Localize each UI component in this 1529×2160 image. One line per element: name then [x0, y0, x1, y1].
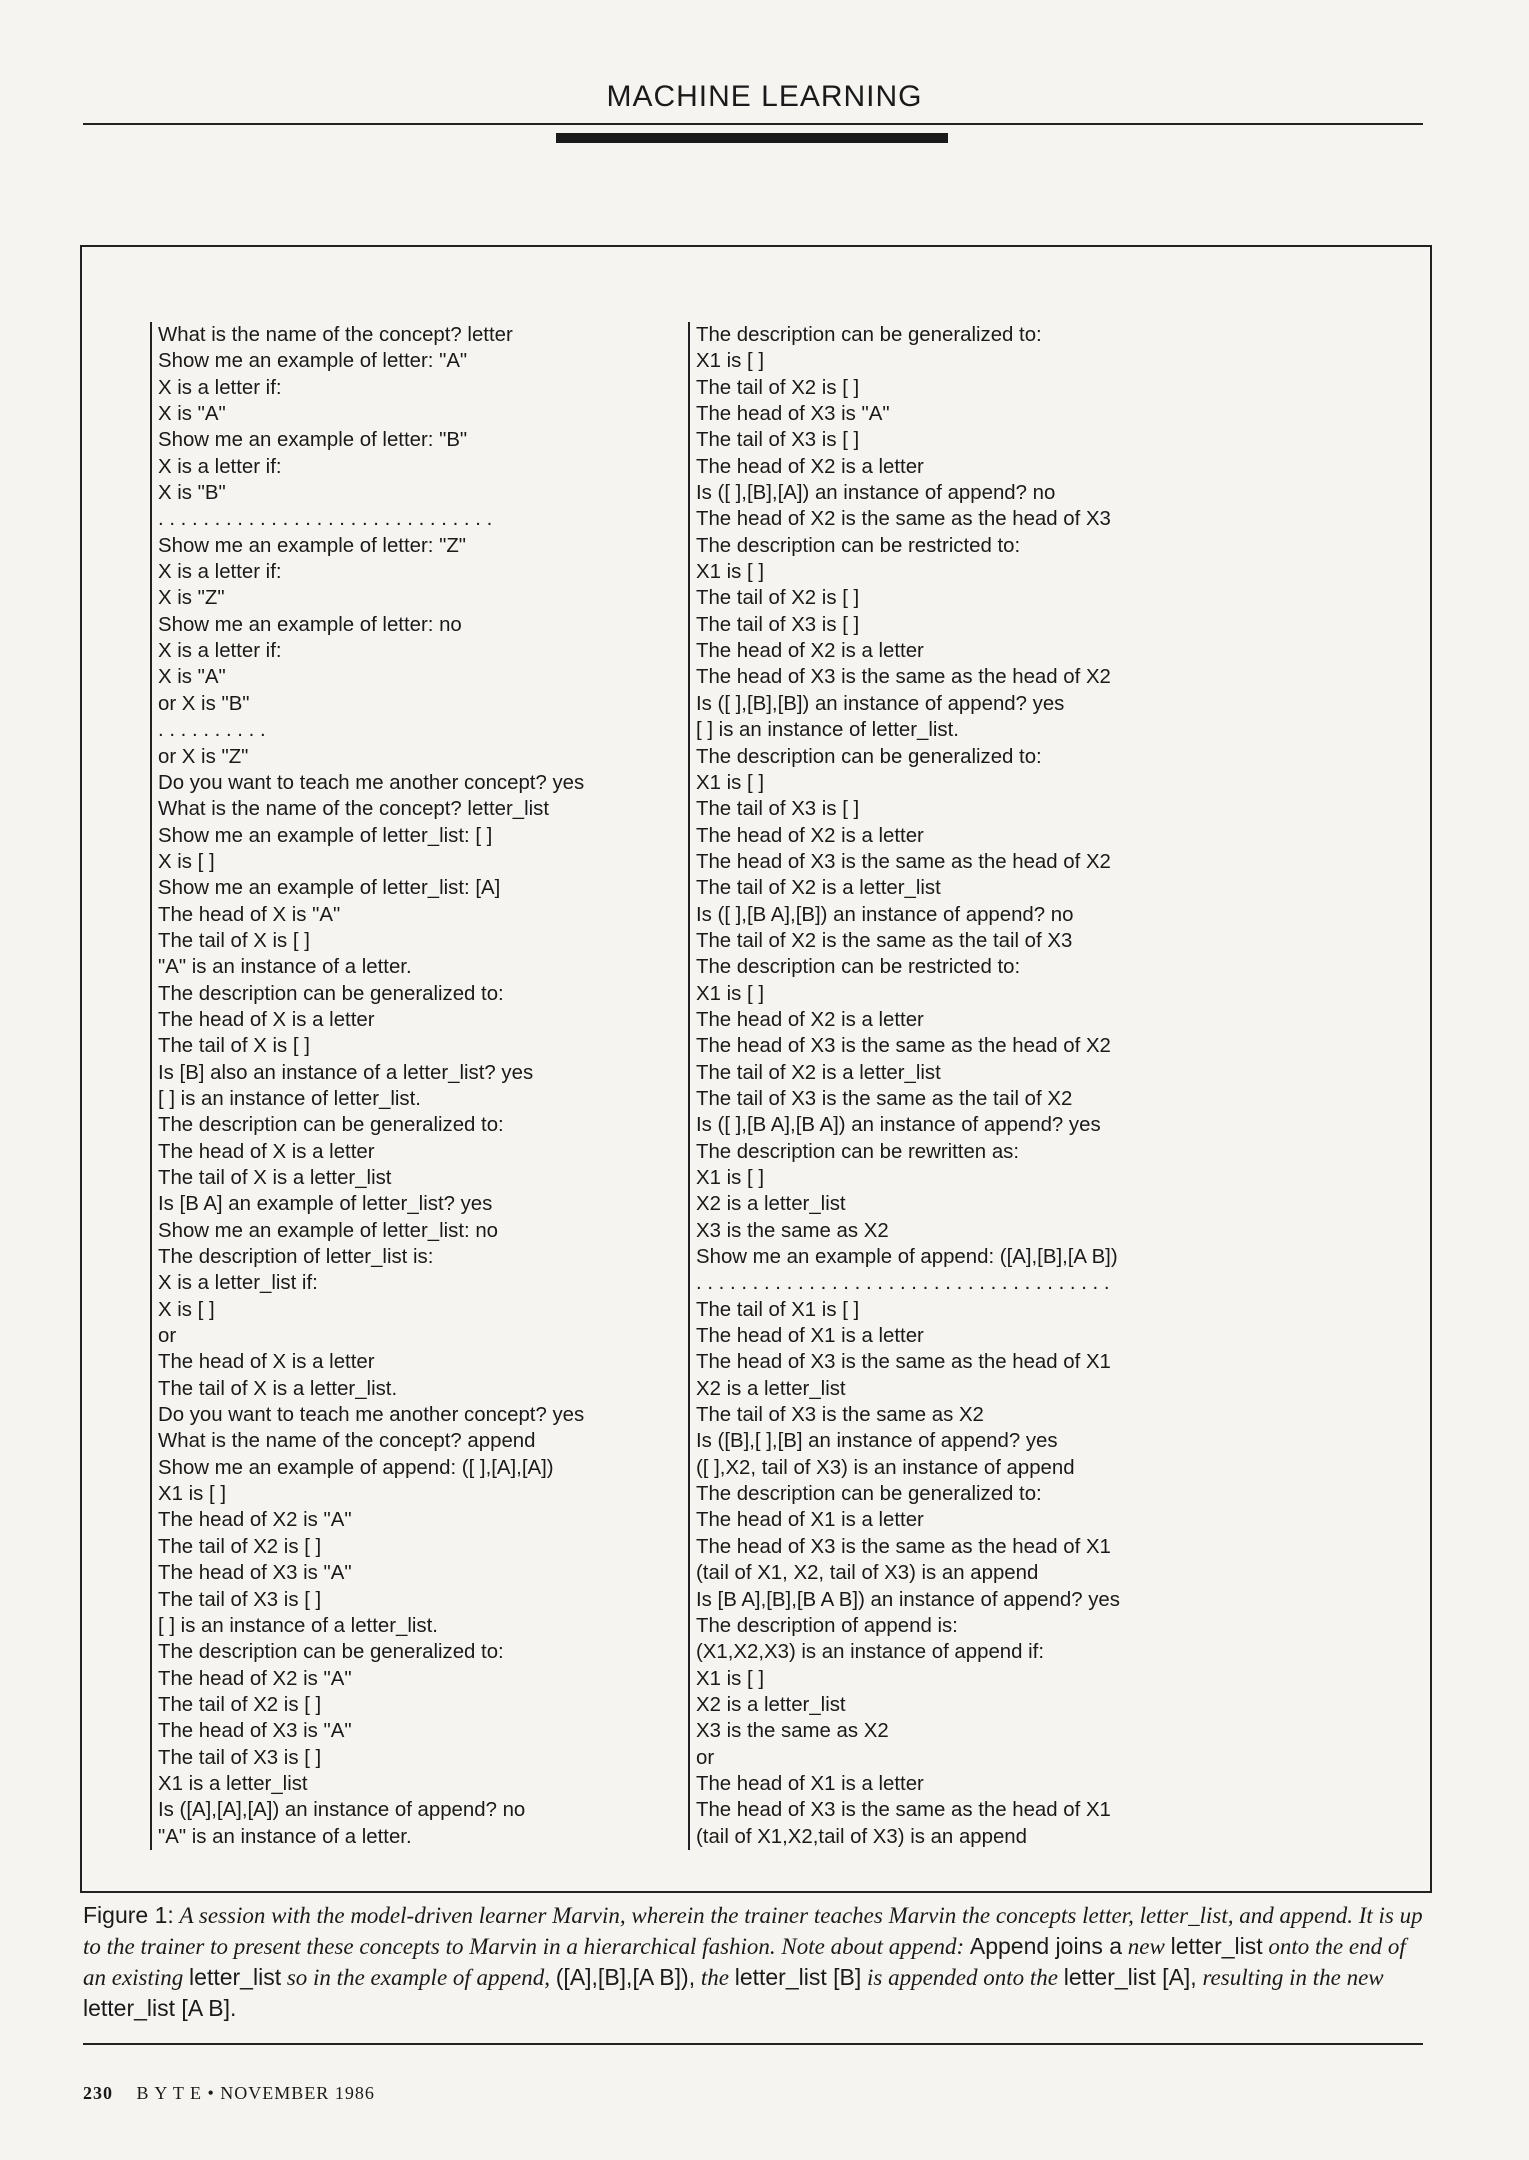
transcript-line: X1 is [ ] — [696, 771, 764, 794]
transcript-line: The tail of X2 is [ ] — [158, 1693, 322, 1716]
transcript-line: X is "A" — [158, 666, 226, 689]
transcript-line: The head of X3 is the same as the head of X2 — [696, 850, 1111, 873]
transcript-line: X1 is [ ] — [696, 1167, 764, 1189]
transcript-line: The head of X3 is the same as the head of X1 — [696, 1799, 1111, 1822]
transcript-line: The head of X3 is "A" — [696, 403, 890, 426]
transcript-line: or — [696, 1746, 715, 1769]
transcript-line: The description can be rewritten as: — [696, 1140, 1020, 1163]
transcript-line: ([ ],X2, tail of X3) is an instance of append — [696, 1456, 1075, 1479]
transcript-line: X1 is [ ] — [696, 561, 764, 584]
transcript-line: The tail of X2 is a letter_list — [696, 1061, 941, 1084]
transcript-line: Show me an example of append: ([ ],[A],[A]) — [158, 1456, 554, 1479]
transcript-line: The head of X2 is a letter — [696, 1008, 924, 1031]
transcript-line: The description can be generalized to: — [696, 324, 1042, 346]
transcript-line: Show me an example of letter_list: no — [158, 1219, 499, 1242]
figure-caption — [83, 1900, 1423, 2024]
transcript-line: X1 is [ ] — [158, 1483, 226, 1506]
transcript-line: X is [ ] — [158, 1298, 215, 1321]
transcript-line: The description can be restricted to: — [696, 956, 1021, 979]
transcript-line: (tail of X1, X2, tail of X3) is an append — [696, 1562, 1039, 1585]
transcript-line: The tail of X3 is [ ] — [696, 429, 860, 452]
caption-text: Append joins a — [969, 1933, 1123, 1959]
transcript-line: X is "B" — [158, 482, 226, 505]
caption-text: Marvin the concepts letter, letter_list, and append. It is up to the trainer to present these concepts to Marvin in a hierarchical fashion. Note about append: — [83, 1903, 1423, 1959]
transcript-line: The tail of X3 is [ ] — [696, 613, 860, 636]
transcript-line: The tail of X2 is a letter_list — [696, 877, 941, 900]
transcript-line: The description can be generalized to: — [158, 1641, 504, 1664]
transcript-line: Is ([ ],[B],[A]) an instance of append? no — [696, 482, 1056, 505]
transcript-line: The tail of X is a letter_list — [158, 1167, 392, 1189]
transcript-line: The tail of X2 is [ ] — [696, 587, 860, 610]
right-column-transcript — [688, 322, 1396, 1850]
transcript-line: "A" is an instance of a letter. — [158, 1825, 412, 1848]
transcript-line: X2 is a letter_list — [696, 1377, 846, 1400]
transcript-line: X1 is [ ] — [696, 350, 764, 373]
caption-text: onto the end of an existing — [83, 1934, 1406, 1990]
caption-text: letter_list — [1170, 1933, 1263, 1959]
caption-text: ([A],[B],[A B]), — [555, 1964, 696, 1990]
transcript-line: X1 is a letter_list — [158, 1772, 308, 1795]
transcript-line: X is "A" — [158, 403, 226, 426]
left-column-transcript — [150, 322, 678, 1850]
transcript-line: or — [158, 1325, 177, 1348]
transcript-line: Show me an example of letter_list: [ ] — [158, 824, 493, 847]
transcript-line: The description can be generalized to: — [696, 1483, 1042, 1506]
transcript-line: The head of X2 is the same as the head of X3 — [696, 508, 1111, 531]
transcript-line: (tail of X1,X2,tail of X3) is an append — [696, 1825, 1027, 1848]
transcript-line: The head of X3 is "A" — [158, 1720, 352, 1743]
page-number: 230 — [83, 2083, 113, 2103]
transcript-line: X is a letter if: — [158, 561, 282, 584]
transcript-line: Do you want to teach me another concept? yes — [158, 1404, 585, 1427]
transcript-line: . . . . . . . . . . . . . . . . . . . . . . . . . . . . . . — [158, 508, 493, 531]
transcript-line: The tail of X2 is the same as the tail of X3 — [696, 929, 1073, 952]
transcript-line: X2 is a letter_list — [696, 1193, 846, 1216]
transcript-line: The head of X3 is the same as the head of X2 — [696, 1035, 1111, 1058]
transcript-line: or X is "Z" — [158, 745, 249, 768]
transcript-line: The description can be generalized to: — [696, 745, 1042, 768]
transcript-line: Is ([B],[ ],[B] an instance of append? yes — [696, 1430, 1058, 1453]
section-header: MACHINE LEARNING — [606, 80, 923, 113]
transcript-line: X is a letter_list if: — [158, 1272, 318, 1295]
transcript-line: X2 is a letter_list — [696, 1693, 846, 1716]
caption-text: letter_list — [189, 1964, 282, 1990]
transcript-line: The description of letter_list is: — [158, 1246, 434, 1269]
transcript-line: [ ] is an instance of letter_list. — [158, 1087, 421, 1110]
transcript-line: The description can be generalized to: — [158, 1114, 504, 1137]
transcript-line: Show me an example of letter: no — [158, 613, 462, 636]
caption-text: is appended onto the — [867, 1965, 1058, 1990]
transcript-line: The tail of X is [ ] — [158, 929, 310, 952]
transcript-line: X is a letter if: — [158, 455, 282, 478]
caption-text: so in the example of append, — [286, 1965, 551, 1990]
transcript-line: X is a letter if: — [158, 376, 282, 399]
transcript-line: The tail of X3 is [ ] — [158, 1746, 322, 1769]
footer-rule — [83, 2043, 1423, 2045]
caption-label: Figure 1: — [83, 1902, 174, 1928]
transcript-line: The tail of X2 is [ ] — [696, 376, 860, 399]
header-rule — [83, 123, 1423, 125]
transcript-line: Is [B A],[B],[B A B]) an instance of append? yes — [696, 1588, 1120, 1611]
transcript-line: The tail of X is a letter_list. — [158, 1377, 398, 1400]
transcript-line: Is [B A] an example of letter_list? yes — [158, 1193, 493, 1216]
transcript-line: X is a letter if: — [158, 640, 282, 663]
transcript-line: The head of X1 is a letter — [696, 1325, 924, 1348]
transcript-line: What is the name of the concept? letter_list — [158, 798, 550, 821]
publication-line: B Y T E • NOVEMBER 1986 — [136, 2083, 375, 2103]
transcript-line: The head of X3 is "A" — [158, 1562, 352, 1585]
caption-text: letter_list [B] — [734, 1964, 862, 1990]
transcript-line: What is the name of the concept? append — [158, 1430, 536, 1453]
transcript-line: X is [ ] — [158, 850, 215, 873]
transcript-line: The description of append is: — [696, 1614, 958, 1637]
transcript-line: The description can be generalized to: — [158, 982, 504, 1005]
transcript-line: The head of X2 is "A" — [158, 1509, 352, 1532]
transcript-line: The tail of X1 is [ ] — [696, 1298, 860, 1321]
transcript-line: Show me an example of letter: "A" — [158, 350, 468, 373]
transcript-line: The head of X3 is the same as the head of X1 — [696, 1351, 1111, 1374]
transcript-line: (X1,X2,X3) is an instance of append if: — [696, 1641, 1044, 1664]
transcript-line: The tail of X3 is the same as X2 — [696, 1404, 984, 1427]
transcript-line: Is ([ ],[B A],[B A]) an instance of append? yes — [696, 1114, 1101, 1137]
transcript-line: . . . . . . . . . . — [158, 719, 266, 742]
transcript-line: or X is "B" — [158, 692, 250, 715]
transcript-line: Do you want to teach me another concept? yes — [158, 771, 585, 794]
page-footer — [83, 2083, 375, 2104]
transcript-line: The head of X2 is a letter — [696, 455, 924, 478]
transcript-line: The head of X2 is a letter — [696, 640, 924, 663]
transcript-line: The description can be restricted to: — [696, 534, 1021, 557]
transcript-line: The head of X is "A" — [158, 903, 341, 926]
transcript-line: X3 is the same as X2 — [696, 1720, 889, 1743]
transcript-line: The tail of X3 is [ ] — [158, 1588, 322, 1611]
caption-text: the — [700, 1965, 729, 1990]
transcript-line: The head of X is a letter — [158, 1008, 375, 1031]
transcript-line: The tail of X3 is [ ] — [696, 798, 860, 821]
caption-text: A session with the model-driven learner Marvin, wherein the trainer teaches — [179, 1903, 883, 1928]
transcript-line: The head of X1 is a letter — [696, 1772, 924, 1795]
caption-text: resulting in the new — [1202, 1965, 1384, 1990]
transcript-line: The head of X1 is a letter — [696, 1509, 924, 1532]
transcript-line: Is ([ ],[B A],[B]) an instance of append? no — [696, 903, 1074, 926]
transcript-line: What is the name of the concept? letter — [158, 324, 513, 346]
transcript-line: [ ] is an instance of a letter_list. — [158, 1614, 438, 1637]
header-bar — [556, 133, 948, 143]
transcript-line: The head of X3 is the same as the head of X2 — [696, 666, 1111, 689]
caption-text: letter_list [A B]. — [83, 1995, 237, 2021]
transcript-line: The tail of X is [ ] — [158, 1035, 310, 1058]
transcript-line: The head of X2 is "A" — [158, 1667, 352, 1690]
transcript-line: X1 is [ ] — [696, 1667, 764, 1690]
transcript-line: X1 is [ ] — [696, 982, 764, 1005]
transcript-line: X is "Z" — [158, 587, 225, 610]
transcript-line: Show me an example of letter: "B" — [158, 429, 468, 452]
transcript-line: The head of X3 is the same as the head of X1 — [696, 1535, 1111, 1558]
caption-text: new — [1127, 1934, 1165, 1959]
transcript-line: Is ([ ],[B],[B]) an instance of append? yes — [696, 692, 1065, 715]
transcript-line: X3 is the same as X2 — [696, 1219, 889, 1242]
caption-text: letter_list [A], — [1063, 1964, 1197, 1990]
transcript-line: Show me an example of append: ([A],[B],[A B]) — [696, 1246, 1118, 1269]
transcript-line: The head of X is a letter — [158, 1140, 375, 1163]
transcript-line: "A" is an instance of a letter. — [158, 956, 412, 979]
transcript-line: Is [B] also an instance of a letter_list? yes — [158, 1061, 534, 1084]
transcript-line: Show me an example of letter: "Z" — [158, 534, 467, 557]
transcript-line: [ ] is an instance of letter_list. — [696, 719, 959, 742]
transcript-line: The head of X is a letter — [158, 1351, 375, 1374]
transcript-line: Show me an example of letter_list: [A] — [158, 877, 501, 900]
transcript-line: Is ([A],[A],[A]) an instance of append? no — [158, 1799, 526, 1822]
transcript-line: The tail of X3 is the same as the tail of X2 — [696, 1087, 1073, 1110]
transcript-line: The head of X2 is a letter — [696, 824, 924, 847]
transcript-line: . . . . . . . . . . . . . . . . . . . . . . . . . . . . . . . . . . . . . — [696, 1272, 1110, 1295]
transcript-line: The tail of X2 is [ ] — [158, 1535, 322, 1558]
